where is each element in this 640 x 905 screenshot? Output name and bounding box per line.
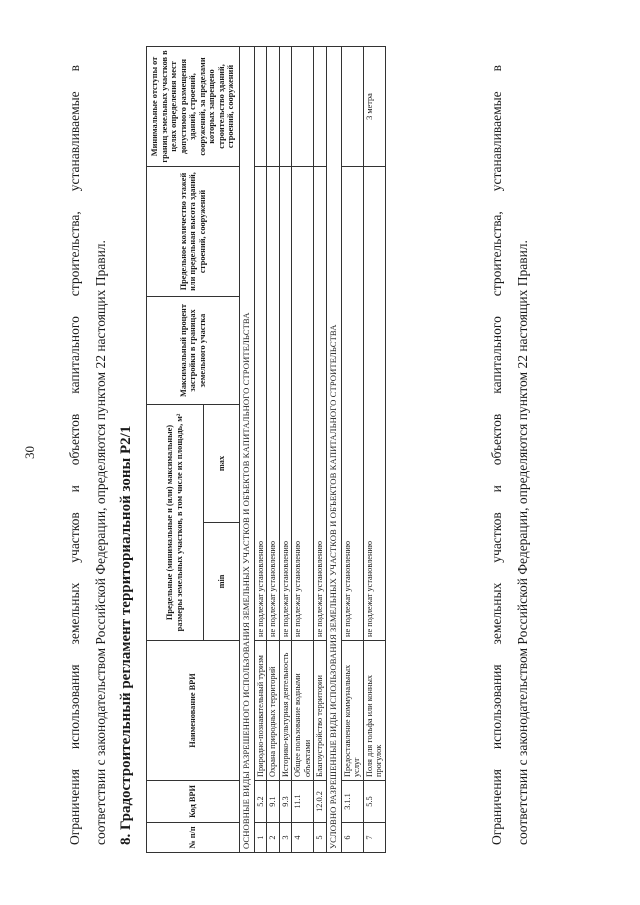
cell-code: 5.5 <box>363 781 385 823</box>
cell-num: 3 <box>279 823 292 853</box>
table-row <box>341 47 363 853</box>
cell-code: 5.2 <box>254 781 267 823</box>
cell-name: Историко-культурная деятельность <box>279 641 292 781</box>
note-top-line-2: соответствии с законодательством Российской Федерации, определяются пунктом 22 настоящих Правил. <box>93 240 108 845</box>
cell-setback: 3 метра <box>363 47 385 167</box>
cell-size: не подлежат установлению <box>254 167 267 641</box>
cell-setback <box>292 47 314 167</box>
cell-num: 6 <box>341 823 363 853</box>
cell-name: Благоустройство территории <box>314 641 327 781</box>
cell-num: 7 <box>363 823 385 853</box>
cell-code: 9.1 <box>267 781 280 823</box>
cell-name: Охрана природных территорий <box>267 641 280 781</box>
page-number: 30 <box>22 446 37 459</box>
cell-setback <box>267 47 280 167</box>
cell-size: не подлежат установлению <box>341 167 363 641</box>
table-row <box>314 47 327 853</box>
header-num: № п/п <box>147 823 240 853</box>
group-conditional-title: УСЛОВНО РАЗРЕШЕННЫЕ ВИДЫ ИСПОЛЬЗОВАНИЯ ЗЕМЕЛЬНЫХ УЧАСТКОВ И ОБЪЕКТОВ КАПИТАЛЬНОГО СТРОИТЕЛЬСТВА <box>326 47 341 853</box>
table-row <box>292 47 314 853</box>
cell-num: 4 <box>292 823 314 853</box>
cell-setback <box>279 47 292 167</box>
header-size-group: Предельные (минимальные и (или) максимальные) размеры земельных участков, в том числе их площадь, м² <box>147 405 204 641</box>
header-min: min <box>203 523 239 641</box>
header-code: Код ВРИ <box>147 781 240 823</box>
cell-name: Предоставление коммунальных услуг <box>341 641 363 781</box>
cell-code: 11.1 <box>292 781 314 823</box>
table-row <box>254 47 267 853</box>
cell-size: не подлежат установлению <box>292 167 314 641</box>
cell-code: 9.3 <box>279 781 292 823</box>
cell-num: 5 <box>314 823 327 853</box>
cell-size: не подлежат установлению <box>363 167 385 641</box>
cell-setback <box>314 47 327 167</box>
cell-setback <box>254 47 267 167</box>
note-top-line-1: Ограничения использования земельных участков и объектов капитального строительства, устанавливаемые в <box>67 65 82 845</box>
cell-num: 1 <box>254 823 267 853</box>
header-floors: Предельное количество этажей или предельная высота зданий, строений, сооружений <box>147 167 240 297</box>
table-row <box>267 47 280 853</box>
cell-name: Поля для гольфа или конных прогулок <box>363 641 385 781</box>
header-name: Наименование ВРИ <box>147 641 240 781</box>
note-bottom-line-1: Ограничения использования земельных участков и объектов капитального строительства, устанавливаемые в <box>489 65 504 845</box>
cell-name: Общее пользование водными объектами <box>292 641 314 781</box>
cell-setback <box>341 47 363 167</box>
header-setback: Минимальные отступы от границ земельных участков в целях определения мест допустимого размещения зданий, строений, сооружений, за пределами которых запрещено строительство зданий, строений, сооружений <box>147 47 240 167</box>
note-bottom-line-2: соответствии с законодательством Российской Федерации, определяются пунктом 22 настоящих Правил. <box>515 240 530 845</box>
table-row <box>363 47 385 853</box>
cell-code: 3.1.1 <box>341 781 363 823</box>
table-row <box>279 47 292 853</box>
header-coverage: Максимальный процент застройки в границах земельного участка <box>147 297 240 405</box>
cell-size: не подлежат установлению <box>267 167 280 641</box>
cell-size: не подлежат установлению <box>314 167 327 641</box>
section-title: 8. Градостроительный регламент территориальной зоны Р2/1 <box>118 425 134 845</box>
group-main-title: ОСНОВНЫЕ ВИДЫ РАЗРЕШЕННОГО ИСПОЛЬЗОВАНИЯ ЗЕМЕЛЬНЫХ УЧАСТКОВ И ОБЪЕКТОВ КАПИТАЛЬНОГО СТРОИТЕЛЬСТВА <box>239 47 254 853</box>
cell-size: не подлежат установлению <box>279 167 292 641</box>
cell-name: Природно-познавательный туризм <box>254 641 267 781</box>
restrictions-note-bottom <box>484 65 536 845</box>
cell-code: 12.0.2 <box>314 781 327 823</box>
header-max: max <box>203 405 239 523</box>
restrictions-note-top <box>62 65 114 845</box>
regulation-table <box>146 46 386 853</box>
cell-num: 2 <box>267 823 280 853</box>
